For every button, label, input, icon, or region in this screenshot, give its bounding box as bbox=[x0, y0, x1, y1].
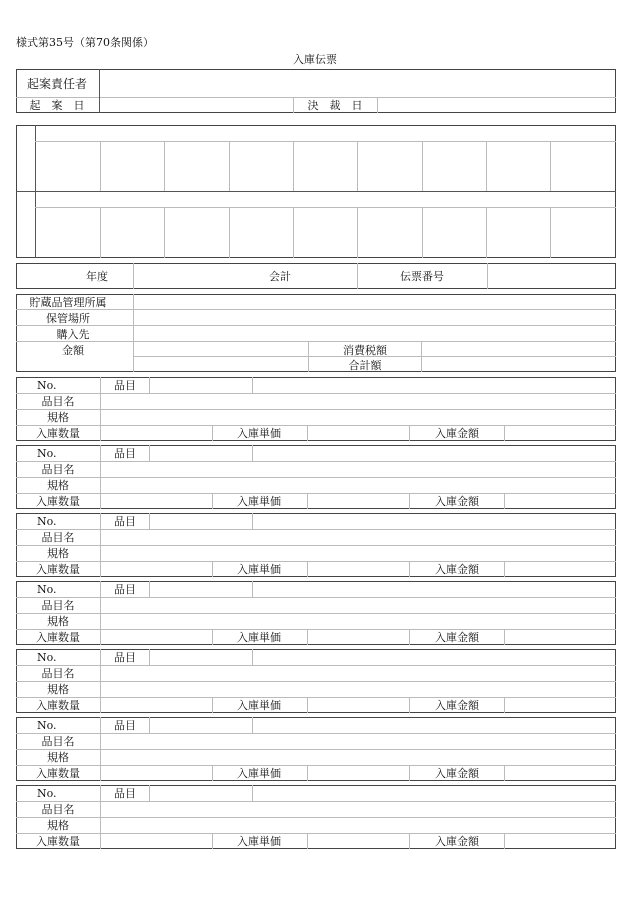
drafter-field[interactable] bbox=[100, 70, 615, 97]
amount-label: 金額 bbox=[62, 344, 84, 357]
item-name-field[interactable] bbox=[101, 666, 615, 680]
item-code-field[interactable] bbox=[150, 446, 252, 460]
quantity-field[interactable] bbox=[101, 766, 212, 780]
location-field[interactable] bbox=[134, 310, 615, 325]
item-name-label: 品目名 bbox=[41, 463, 75, 476]
drafter-label: 起案責任者 bbox=[26, 77, 88, 91]
unit-price-field[interactable] bbox=[308, 766, 409, 780]
item-label: 品目 bbox=[114, 651, 136, 664]
quantity-field[interactable] bbox=[101, 698, 212, 712]
item-name-label: 品目名 bbox=[41, 395, 75, 408]
item-code-field[interactable] bbox=[150, 378, 252, 392]
unit-price-field[interactable] bbox=[308, 426, 409, 440]
item-name-field[interactable] bbox=[101, 598, 615, 612]
quantity-label: 入庫数量 bbox=[36, 495, 80, 508]
unit-price-field[interactable] bbox=[308, 630, 409, 644]
decision-date-label: 決 裁 日 bbox=[307, 99, 363, 112]
spec-label: 規格 bbox=[47, 615, 69, 628]
item-code-field[interactable] bbox=[150, 718, 252, 732]
item-no-label: No. bbox=[37, 787, 57, 800]
item-no-label: No. bbox=[37, 651, 57, 664]
total-label: 合計額 bbox=[348, 359, 382, 372]
item-name-field[interactable] bbox=[101, 530, 615, 544]
supplier-field[interactable] bbox=[134, 326, 615, 341]
unit-price-label: 入庫単価 bbox=[237, 495, 281, 508]
form-number: 様式第35号（第70条関係） bbox=[16, 36, 154, 49]
item-code-field[interactable] bbox=[150, 786, 252, 800]
item-name-label: 品目名 bbox=[41, 531, 75, 544]
spec-field[interactable] bbox=[101, 750, 615, 764]
quantity-label: 入庫数量 bbox=[36, 427, 80, 440]
quantity-field[interactable] bbox=[101, 630, 212, 644]
spec-label: 規格 bbox=[47, 479, 69, 492]
unit-price-field[interactable] bbox=[308, 698, 409, 712]
item-label: 品目 bbox=[114, 719, 136, 732]
decision-date-field[interactable] bbox=[378, 98, 615, 112]
item-label: 品目 bbox=[114, 379, 136, 392]
item-amount-label: 入庫金額 bbox=[435, 699, 479, 712]
quantity-label: 入庫数量 bbox=[36, 835, 80, 848]
unit-price-label: 入庫単価 bbox=[237, 563, 281, 576]
quantity-label: 入庫数量 bbox=[36, 631, 80, 644]
item-no-label: No. bbox=[37, 719, 57, 732]
item-name-field[interactable] bbox=[101, 734, 615, 748]
amount-field[interactable] bbox=[134, 342, 308, 371]
account-label: 会計 bbox=[269, 270, 291, 283]
item-amount-label: 入庫金額 bbox=[435, 563, 479, 576]
unit-price-label: 入庫単価 bbox=[237, 699, 281, 712]
slip-number-field[interactable] bbox=[488, 264, 615, 288]
item-label: 品目 bbox=[114, 447, 136, 460]
item-name-label: 品目名 bbox=[41, 735, 75, 748]
spec-label: 規格 bbox=[47, 411, 69, 424]
item-amount-label: 入庫金額 bbox=[435, 427, 479, 440]
item-name-field[interactable] bbox=[101, 394, 615, 408]
item-name-field[interactable] bbox=[101, 462, 615, 476]
spec-field[interactable] bbox=[101, 614, 615, 628]
unit-price-label: 入庫単価 bbox=[237, 835, 281, 848]
item-label: 品目 bbox=[114, 583, 136, 596]
item-code-field[interactable] bbox=[150, 514, 252, 528]
year-label: 年度 bbox=[86, 270, 108, 283]
spec-field[interactable] bbox=[101, 682, 615, 696]
item-amount-field[interactable] bbox=[505, 630, 615, 644]
item-label: 品目 bbox=[114, 515, 136, 528]
spec-label: 規格 bbox=[47, 819, 69, 832]
item-name-label: 品目名 bbox=[41, 667, 75, 680]
spec-label: 規格 bbox=[47, 751, 69, 764]
unit-price-field[interactable] bbox=[308, 494, 409, 508]
spec-field[interactable] bbox=[101, 478, 615, 492]
unit-price-label: 入庫単価 bbox=[237, 631, 281, 644]
quantity-field[interactable] bbox=[101, 494, 212, 508]
item-amount-field[interactable] bbox=[505, 562, 615, 576]
item-code-field[interactable] bbox=[150, 650, 252, 664]
department-label: 貯蔵品管理所属 bbox=[29, 296, 107, 309]
item-amount-field[interactable] bbox=[505, 494, 615, 508]
supplier-label: 購入先 bbox=[56, 328, 90, 341]
spec-label: 規格 bbox=[47, 683, 69, 696]
item-amount-field[interactable] bbox=[505, 834, 615, 848]
year-field[interactable] bbox=[17, 264, 82, 288]
quantity-label: 入庫数量 bbox=[36, 767, 80, 780]
item-name-label: 品目名 bbox=[41, 803, 75, 816]
spec-label: 規格 bbox=[47, 547, 69, 560]
unit-price-field[interactable] bbox=[308, 834, 409, 848]
spec-field[interactable] bbox=[101, 546, 615, 560]
unit-price-label: 入庫単価 bbox=[237, 427, 281, 440]
quantity-field[interactable] bbox=[101, 834, 212, 848]
location-label: 保管場所 bbox=[46, 312, 90, 325]
spec-field[interactable] bbox=[101, 410, 615, 424]
total-field[interactable] bbox=[422, 357, 615, 371]
item-amount-field[interactable] bbox=[505, 766, 615, 780]
form-title: 入庫伝票 bbox=[293, 53, 337, 66]
item-no-label: No. bbox=[37, 379, 57, 392]
quantity-label: 入庫数量 bbox=[36, 563, 80, 576]
draft-date-label: 起 案 日 bbox=[29, 99, 85, 112]
item-no-label: No. bbox=[37, 515, 57, 528]
item-amount-field[interactable] bbox=[505, 698, 615, 712]
item-label: 品目 bbox=[114, 787, 136, 800]
item-name-field[interactable] bbox=[101, 802, 615, 816]
account-field[interactable] bbox=[134, 264, 254, 288]
item-amount-field[interactable] bbox=[505, 426, 615, 440]
item-no-label: No. bbox=[37, 583, 57, 596]
quantity-field[interactable] bbox=[101, 426, 212, 440]
item-amount-label: 入庫金額 bbox=[435, 631, 479, 644]
item-no-label: No. bbox=[37, 447, 57, 460]
quantity-field[interactable] bbox=[101, 562, 212, 576]
tax-field[interactable] bbox=[422, 342, 615, 356]
item-amount-label: 入庫金額 bbox=[435, 495, 479, 508]
unit-price-label: 入庫単価 bbox=[237, 767, 281, 780]
spec-field[interactable] bbox=[101, 818, 615, 832]
item-amount-label: 入庫金額 bbox=[435, 835, 479, 848]
slip-number-label: 伝票番号 bbox=[400, 270, 444, 283]
draft-date-field[interactable] bbox=[100, 98, 293, 112]
item-amount-label: 入庫金額 bbox=[435, 767, 479, 780]
item-code-field[interactable] bbox=[150, 582, 252, 596]
tax-label: 消費税額 bbox=[343, 344, 387, 357]
unit-price-field[interactable] bbox=[308, 562, 409, 576]
item-name-label: 品目名 bbox=[41, 599, 75, 612]
quantity-label: 入庫数量 bbox=[36, 699, 80, 712]
department-field[interactable] bbox=[134, 295, 615, 309]
